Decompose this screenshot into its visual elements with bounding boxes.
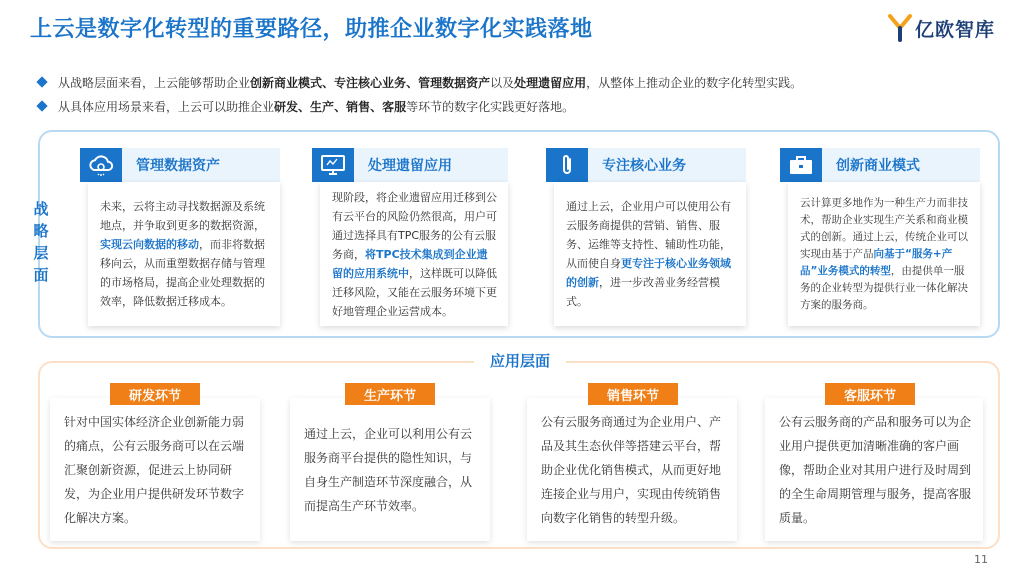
side-char: 面 bbox=[33, 266, 49, 284]
card-body: 公有云服务商的产品和服务可以为企业用户提供更加清晰准确的客户画像，帮助企业对其用户进行及时周到的全生命周期管理与服务，提高客服质量。 bbox=[779, 414, 972, 525]
strategy-card-legacy-apps bbox=[312, 148, 508, 326]
card-body bbox=[788, 182, 980, 326]
brand-logo bbox=[888, 14, 995, 42]
text-segment: 未来，云将主动寻找数据源及系统地点，并争取到更多的数据资源， bbox=[100, 200, 265, 232]
page-number: 11 bbox=[974, 553, 988, 566]
card-title: 专注核心业务 bbox=[588, 148, 746, 182]
text-segment: ，进一步改善业务经营模式。 bbox=[566, 276, 720, 308]
text-highlight: 实现云向数据的移动 bbox=[100, 238, 199, 251]
text-segment: 等环节的数字化实践更好落地。 bbox=[406, 99, 575, 114]
text-bold: 管理数据资产 bbox=[418, 75, 491, 90]
bullet-text bbox=[58, 74, 802, 91]
paperclip-icon bbox=[546, 148, 588, 182]
summary-bullets bbox=[38, 70, 998, 118]
card-title: 处理遗留应用 bbox=[354, 148, 508, 182]
text-highlight: 向基于“服务+产品”业务模式的转型 bbox=[800, 247, 953, 277]
card-body: 针对中国实体经济企业创新能力弱的痛点，公有云服务商可以在云端汇聚创新资源，促进云上协同研发，为企业用户提供研发环节数字化解决方案。 bbox=[64, 414, 245, 525]
text-segment: 云计算更多地作为一种生产力而非技术，帮助企业实现生产关系和商业模式的创新。通过上云，传统企业可以实现由基于产品 bbox=[800, 196, 968, 260]
text-bold: 生产 bbox=[310, 99, 335, 114]
page-title: 上云是数字化转型的重要路径，助推企业数字化实践落地 bbox=[30, 17, 593, 42]
text-highlight: 将TPC技术集成到企业遗留的应用系统中 bbox=[332, 247, 488, 280]
text-bold: 处理遗留应用 bbox=[514, 75, 587, 90]
text-segment: ，由提供单一服务的企业转型为提供行业一体化解决方案的服务商。 bbox=[800, 264, 968, 311]
app-tag-production: 生产环节 bbox=[345, 383, 435, 405]
text-segment: ，这样既可以降低迁移风险，又能在云服务环境下更好地管理企业运营成本。 bbox=[332, 266, 497, 318]
card-body bbox=[88, 182, 280, 326]
application-section-title: 应用层面 bbox=[474, 350, 566, 371]
app-card-production bbox=[290, 398, 490, 541]
text-bold: 销售 bbox=[346, 99, 371, 114]
text-highlight: 更专注于核心业务领域的创新 bbox=[566, 257, 731, 289]
strategy-card-data-assets bbox=[80, 148, 280, 326]
card-title: 创新商业模式 bbox=[822, 148, 980, 182]
app-card-sales bbox=[527, 398, 737, 541]
text-bold: 专注核心业务 bbox=[334, 75, 407, 90]
card-body bbox=[320, 182, 508, 326]
bullet-text bbox=[58, 98, 574, 115]
card-body bbox=[554, 182, 746, 326]
text-bold: 、 bbox=[370, 99, 383, 114]
strategy-side-label bbox=[32, 198, 50, 286]
app-tag-sales: 销售环节 bbox=[588, 383, 678, 405]
side-char: 层 bbox=[33, 244, 49, 262]
text-segment: 从具体应用场景来看，上云可以助推企业 bbox=[58, 99, 275, 114]
strategy-card-business-model bbox=[780, 148, 980, 326]
text-segment: 通过上云，企业用户可以使用公有云服务商提供的营销、销售、服务、运维等支持性、辅助性功能，从而使自身 bbox=[566, 200, 731, 270]
briefcase-icon bbox=[780, 148, 822, 182]
diamond-bullet-icon bbox=[36, 100, 47, 111]
text-bold: 创新商业模式 bbox=[250, 75, 323, 90]
app-tag-rnd: 研发环节 bbox=[110, 383, 200, 405]
app-card-service bbox=[765, 398, 983, 541]
yiou-logo-icon bbox=[888, 14, 912, 42]
card-title: 管理数据资产 bbox=[122, 148, 280, 182]
logo-text: 亿欧智库 bbox=[915, 18, 996, 41]
text-bold: 、 bbox=[298, 99, 311, 114]
text-bold: 客服 bbox=[382, 99, 407, 114]
text-bold: 、 bbox=[406, 75, 419, 90]
text-segment: ，而非将数据移向云，从而重塑数据存储与管理的市场格局，提高企业处理数据的效率，降低数据迁移成本。 bbox=[100, 238, 265, 308]
monitor-icon bbox=[312, 148, 354, 182]
app-card-rnd bbox=[50, 398, 260, 541]
text-segment: 现阶段，将企业遗留应用迁移到公有云平台的风险仍然很高，用户可通过选择具有TPC服务的公有云服务商， bbox=[332, 190, 497, 261]
text-bold: 、 bbox=[322, 75, 335, 90]
bullet-strategy bbox=[38, 70, 998, 94]
side-char: 战 bbox=[33, 200, 49, 218]
text-segment: 从战略层面来看，上云能够帮助企业 bbox=[58, 75, 251, 90]
app-tag-service: 客服环节 bbox=[825, 383, 915, 405]
bullet-application bbox=[38, 94, 998, 118]
diamond-bullet-icon bbox=[36, 76, 47, 87]
card-body: 公有云服务商通过为企业用户、产品及其生态伙伴等搭建云平台，帮助企业优化销售模式，从而更好地连接企业与用户，实现由传统销售向数字化销售的转型升级。 bbox=[541, 414, 722, 525]
text-segment: 以及 bbox=[490, 75, 515, 90]
card-body: 通过上云，企业可以利用公有云服务商平台提供的隐性知识，与自身生产制造环节深度融合，从而提高生产环节效率。 bbox=[304, 426, 473, 513]
text-segment: ，从整体上推动企业的数字化转型实践。 bbox=[586, 75, 803, 90]
cloud-gear-icon bbox=[80, 148, 122, 182]
text-bold: 研发 bbox=[274, 99, 299, 114]
side-char: 略 bbox=[33, 222, 49, 240]
strategy-card-core-business bbox=[546, 148, 746, 326]
text-bold: 、 bbox=[334, 99, 347, 114]
